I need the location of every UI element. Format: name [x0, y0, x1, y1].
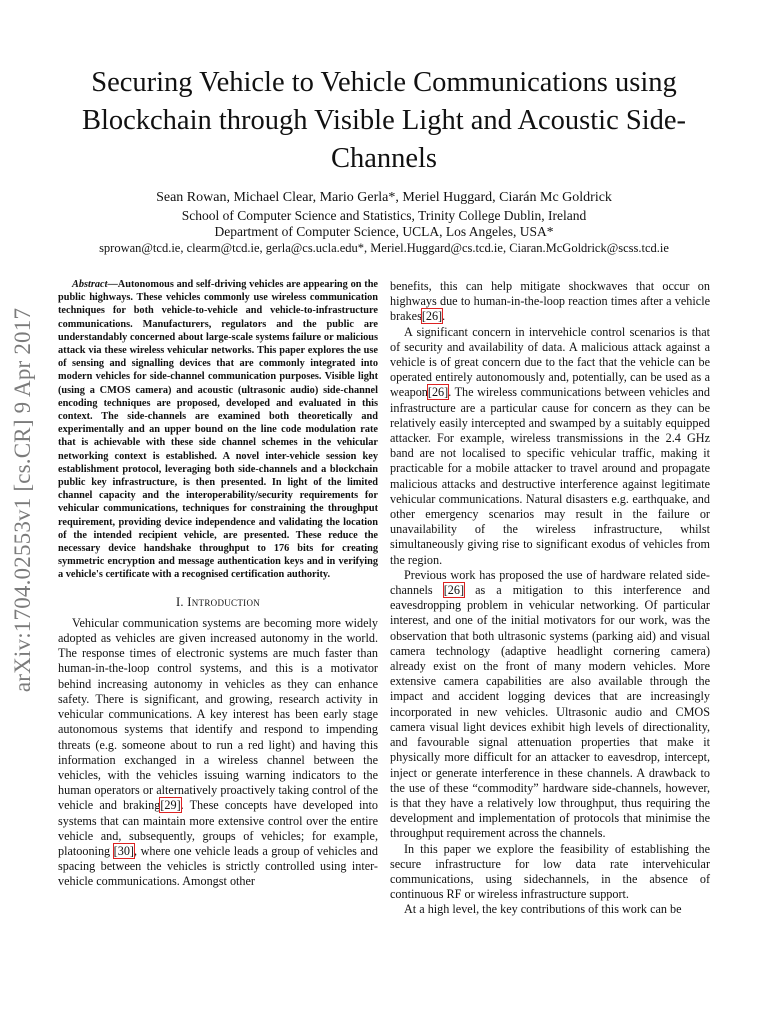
right-paragraph-4: In this paper we explore the feasibility of establishing the secure infrastructure for low data rate intervehicular communications, using sidechannels, in the absence of continuous RF or wireless infrastructure support.	[390, 841, 710, 902]
right-paragraph-1	[390, 279, 710, 325]
author-emails: sprowan@tcd.ie, clearm@tcd.ie, gerla@cs.ucla.edu*, Meriel.Huggard@cs.tcd.ie, Ciaran.McGoldrick@scss.tcd.ie	[99, 241, 669, 255]
paper-title: Securing Vehicle to Vehicle Communications using Blockchain through Visible Light and Acoustic Side-Channels	[81, 67, 687, 174]
affiliation-tcd: School of Computer Science and Statistics, Trinity College Dublin, Ireland	[181, 208, 587, 223]
citation-link[interactable]: [26]	[443, 583, 465, 598]
paragraph-text: , where one vehicle leads a group of vehicles and spacing between the vehicles is strictly controlled using inter-vehicle communications. Amongst other	[58, 843, 378, 889]
abstract-label: Abstract	[72, 279, 108, 290]
affiliation-ucla: Department of Computer Science, UCLA, Los Angeles, USA*	[214, 224, 554, 239]
paragraph-text: .	[442, 309, 446, 324]
paragraph-text: Vehicular communication systems are becoming more widely adopted as vehicles are given increased autonomy in the world. The response times of electronic systems are much faster than human-in-the-loop control systems, and this is a motivator behind increasing autonomy in vehicles as they can enhance safety. There is significant, and growing, research activity in vehicular communications. A key interest has been early stage autonomous systems that identify and respond to impending threats (e.g. someone about to run a red light) and having this information exchanged in a wireless channel between the vehicles, with the vehicles issuing warning indicators to the human operators or alternatively proactively taking control of the vehicle and braking	[58, 615, 378, 813]
arxiv-identifier[interactable]: arXiv:1704.02553v1 [cs.CR] 9 Apr 2017	[10, 307, 36, 693]
citation-link[interactable]: [26]	[427, 385, 449, 400]
paragraph-text: Previous work has proposed the use of hardware related side-channels	[390, 567, 710, 598]
paragraph-text: as a mitigation to this interference and eavesdropping problem in vehicular networking. Of particular interest, and one of the initial motivators for our work, was the observation that both ultrasonic systems (parking aid) and visual camera technology (adaptive headlight cornering camera) already exist on the front of many modern vehicles. More extensive camera capabilities are also available through the impact and accident logging devices that are increasingly incorporated in new vehicles. Ultrasonic audio and CMOS camera visual light devices exhibit high levels of directionality, and favourable signal attenuation properties that make it physically more difficult for an attacker to eavesdrop, intercept, inject or generate interference in these channels. A drawback to the use of these “commodity” hardware side-channels, however, is that they have a relatively low throughput, thus requiring the development and implementation of protocols that minimise the throughput requirement across the channels.	[390, 583, 710, 841]
right-column	[390, 279, 710, 918]
citation-link[interactable]: [26]	[421, 309, 443, 324]
section-number: I.	[175, 594, 184, 609]
author-names: Sean Rowan, Michael Clear, Mario Gerla*, Meriel Huggard, Ciarán Mc Goldrick	[156, 190, 612, 205]
abstract-text: —Autonomous and self-driving vehicles are appearing on the public highways. These vehicles commonly use wireless communication techniques for both vehicle-to-vehicle and vehicle-to-infrastructure communications. Manufacturers, regulators and the public are understandably concerned about large-scale systems failure or malicious attack via these wireless vehicular networks. This paper explores the use of sensing and signalling devices that are commonly integrated into modern vehicles for side-channel communication purposes. Visible light (using a CMOS camera) and acoustic (ultrasonic audio) side-channel encoding techniques are proposed, developed and evaluated in this context. The side-channels are examined both theoretically and experimentally and an upper bound on the line code modulation rate that is achievable with these side channel schemes in the vehicular networking context is established. A novel inter-vehicle session key establishment protocol, leveraging both side-channels and a blockchain public key infrastructure, is then presented. In light of the limited channel capacity and the interoperability/security requirements for vehicular communications, techniques for constraining the throughput requirement, providing device independence and validating the location of the intended recipient vehicle, are presented. These reduce the necessary device handshake throughput to 176 bits for creating symmetric encryption and message authentication keys and in verifying a vehicle's certificate with a recognised certification authority.	[58, 279, 378, 581]
paragraph-text: . The wireless communications between vehicles and infrastructure are a particular cause for concern as they can be relatively easily intercepted and swamped by a suitably equipped attacker. For example, wireless transmissions in the 2.4 GHz band are not localised to specific vehicular traffic, making it practicable for a mobile attacker to travel around and propagate malicious attacks and destructive interference against legitimate vehicular communications. Natural disasters e.g. earthquake, and other emergency scenarios may result in the failure or unavailability of the wireless infrastructure, whilst simultaneously giving rise to significant exodus of vehicles from the region.	[390, 385, 710, 567]
right-paragraph-2	[390, 325, 710, 568]
author-block	[40, 190, 728, 256]
citation-link[interactable]: [30]	[113, 843, 134, 858]
intro-paragraph-1	[58, 616, 378, 890]
paragraph-text: . These concepts have developed into systems that can maintain more extensive control over the entire vehicle and, subsequently, groups of vehicles; for example, platooning	[58, 798, 379, 858]
section-title: Introduction	[187, 594, 261, 609]
right-paragraph-3	[390, 568, 710, 842]
paragraph-text: A significant concern in intervehicle control scenarios is that of security and availability of data. A malicious attack against a vehicle is of great concern due to the fact that the vehicle can be operated entirely autonomously and, potentially, can be used as a weapon	[390, 324, 710, 400]
paragraph-text: benefits, this can help mitigate shockwaves that occur on highways due to human-in-the-loop reaction times after a vehicle brakes	[390, 279, 710, 324]
left-column	[58, 278, 378, 890]
arxiv-sidebar-stamp[interactable]	[3, 280, 43, 720]
right-paragraph-5: At a high level, the key contributions of this work can be	[404, 902, 682, 917]
citation-link[interactable]: [29]	[160, 798, 181, 813]
abstract	[58, 278, 378, 582]
section-heading-introduction	[58, 595, 378, 610]
